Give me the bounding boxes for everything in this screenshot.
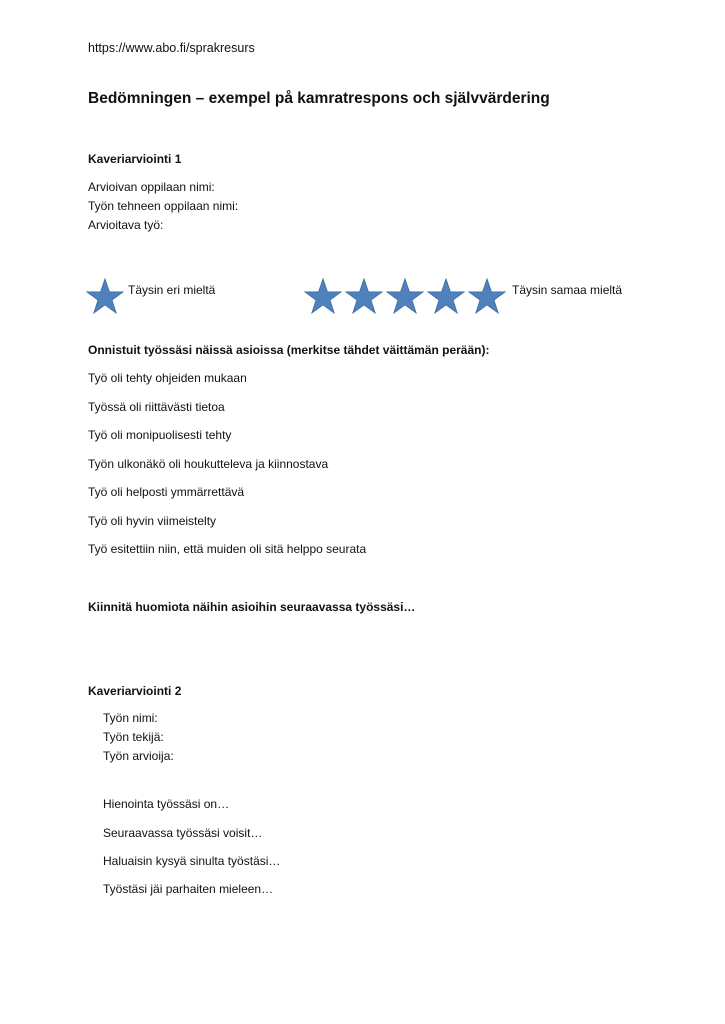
star-icon [345,278,383,314]
criteria-item: Työ oli tehty ohjeiden mukaan [88,371,247,385]
star-icon [386,278,424,314]
criteria-item: Työ oli helposti ymmärrettävä [88,485,245,499]
criteria-item: Työ esitettiin niin, että muiden oli sitä helppo seurata [88,542,367,556]
criteria-item: Työ oli monipuolisesti tehty [88,428,232,442]
scale-min-label: Täysin eri mieltä [128,283,216,297]
prompt-item: Hienointa työssäsi on… [103,797,230,811]
prompt-item: Työstäsi jäi parhaiten mieleen… [103,882,274,896]
section1-field-evaluator: Arvioivan oppilaan nimi: [88,180,215,194]
prompt-item: Haluaisin kysyä sinulta työstäsi… [103,854,281,868]
document-title: Bedömningen – exempel på kamratrespons och självvärdering [88,90,550,107]
section1-field-work: Arvioitava työ: [88,218,164,232]
section1-field-author: Työn tehneen oppilaan nimi: [88,199,239,213]
attention-heading: Kiinnitä huomiota näihin asioihin seuraavassa työssäsi… [88,600,416,614]
star-icon [468,278,506,314]
section2-field-author: Työn tekijä: [103,730,164,744]
criteria-heading: Onnistuit työssäsi näissä asioissa (merkitse tähdet väittämän perään): [88,343,490,357]
criteria-item: Työssä oli riittävästi tietoa [88,400,225,414]
prompt-item: Seuraavassa työssäsi voisit… [103,826,263,840]
section2-heading: Kaveriarviointi 2 [88,684,182,698]
section2-field-title: Työn nimi: [103,711,158,725]
star-icon [304,278,342,314]
scale-max-label: Täysin samaa mieltä [512,283,623,297]
section1-heading: Kaveriarviointi 1 [88,152,182,166]
source-url[interactable]: https://www.abo.fi/sprakresurs [88,41,255,55]
star-icon [427,278,465,314]
criteria-item: Työn ulkonäkö oli houkutteleva ja kiinnostava [88,457,329,471]
star-icon [86,278,124,314]
section2-field-evaluator: Työn arvioija: [103,749,174,763]
criteria-item: Työ oli hyvin viimeistelty [88,514,217,528]
